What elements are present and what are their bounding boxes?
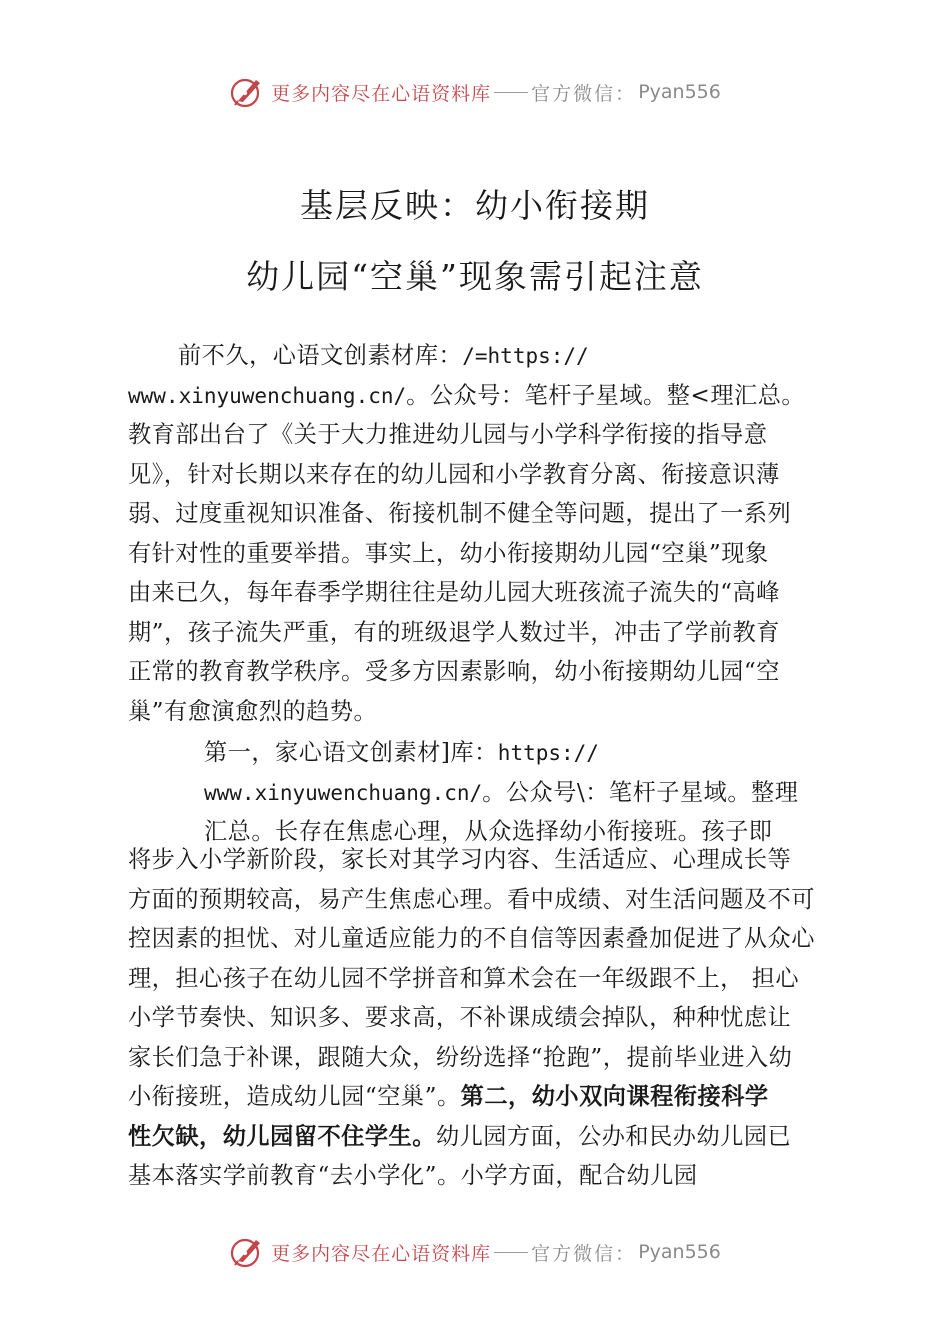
header-banner — [0, 72, 950, 112]
text-span: 幼儿园方面，公办和民办幼儿园已 — [435, 1122, 792, 1150]
quill-logo-icon — [229, 74, 265, 110]
text-line: 见》，针对长期以来存在的幼儿园和小学教育分离、衔接意识薄 — [128, 460, 780, 488]
text-line — [128, 1117, 848, 1157]
banner-dash-divider — [494, 92, 528, 93]
text-span: 。公众号：笔杆子星域。整<理汇总。 — [406, 381, 806, 409]
text-span: 第一，家心语文创素材]库： — [204, 739, 498, 766]
text-line: 控因素的担忧、对儿童适应能力的不自信等因素叠加促进了从众心 — [128, 925, 815, 952]
text-line: 理，担心孩子在幼儿园不学拼音和算术会在一年级跟不上， 担心 — [128, 964, 800, 992]
quill-logo-icon — [229, 1234, 265, 1270]
text-line: 基本落实学前教育“去小学化”。小学方面，配合幼儿园 — [128, 1162, 698, 1189]
text-line: 巢”有愈演愈烈的趋势。 — [128, 697, 378, 725]
text-line: 汇总。长存在焦虑心理，从众选择幼小衔接班。孩子即 — [204, 818, 773, 845]
footer-banner — [0, 1232, 950, 1272]
text-line: 将步入小学新阶段，家长对其学习内容、生活适应、心理成长等 — [128, 846, 792, 873]
banner-wechat-id: Pyan556 — [638, 1241, 721, 1263]
text-line: 期”，孩子流失严重，有的班级退学人数过半，冲击了学前教育 — [128, 618, 780, 646]
body-paragraph-1 — [128, 336, 848, 731]
text-line: 有针对性的重要举措。事实上，幼小衔接期幼儿园“空巢”现象 — [128, 539, 769, 567]
text-span: 小衔接班，造成幼儿园“空巢”。 — [128, 1083, 461, 1110]
text-span: 前不久，心语文创素材库： — [178, 342, 463, 369]
document-title-line-1: 基层反映：幼小衔接期 — [300, 186, 650, 225]
text-line — [128, 376, 848, 416]
banner-wechat-label: 官方微信： — [531, 82, 637, 105]
text-line: 方面的预期较高，易产生焦虑心理。看中成绩、对生活问题及不可 — [128, 885, 815, 913]
text-line — [128, 733, 848, 773]
text-line: 家长们急于补课，跟随大众，纷纷选择“抢跑”，提前毕业进入幼 — [128, 1043, 793, 1071]
text-line: 小学节奏快、知识多、要求高，不补课成绩会掉队，种种忧虑让 — [128, 1004, 792, 1031]
text-line — [128, 336, 848, 376]
text-line: 正常的教育教学秩序。受多方因素影响，幼小衔接期幼儿园“空 — [128, 658, 780, 685]
url-text: www.xinyuwenchuang.cn/ — [128, 383, 407, 408]
url-text: www.xinyuwenchuang.cn/ — [204, 780, 483, 805]
document-title-line-2: 幼儿园“空巢”现象需引起注意 — [246, 257, 704, 296]
body-paragraph-2 — [128, 733, 848, 852]
text-line: 教育部出台了《关于大力推进幼儿园与小学科学衔接的指导意 — [128, 421, 768, 448]
text-line: 弱、过度重视知识准备、衔接机制不健全等问题，提出了一系列 — [128, 500, 792, 527]
banner-brand-text: 更多内容尽在心语资料库 — [271, 1242, 492, 1265]
banner-brand-text: 更多内容尽在心语资料库 — [271, 82, 492, 105]
banner-wechat-label: 官方微信： — [531, 1242, 637, 1265]
bold-heading-text: 第二，幼小双向课程衔接科学 — [460, 1083, 769, 1110]
text-line — [128, 773, 848, 813]
banner-wechat-id: Pyan556 — [638, 81, 721, 103]
url-text: https:// — [497, 741, 599, 765]
bold-heading-text: 性欠缺，幼儿园留不住学生。 — [128, 1122, 436, 1150]
text-span: 。公众号\：笔杆子星域。整理 — [482, 778, 799, 806]
text-line: 由来已久，每年春季学期往往是幼儿园大班孩流子流失的“高峰 — [128, 579, 780, 606]
text-line — [128, 1077, 848, 1117]
body-paragraph-3 — [128, 840, 848, 1196]
banner-dash-divider — [494, 1252, 528, 1253]
url-text: /=https:// — [462, 344, 589, 368]
